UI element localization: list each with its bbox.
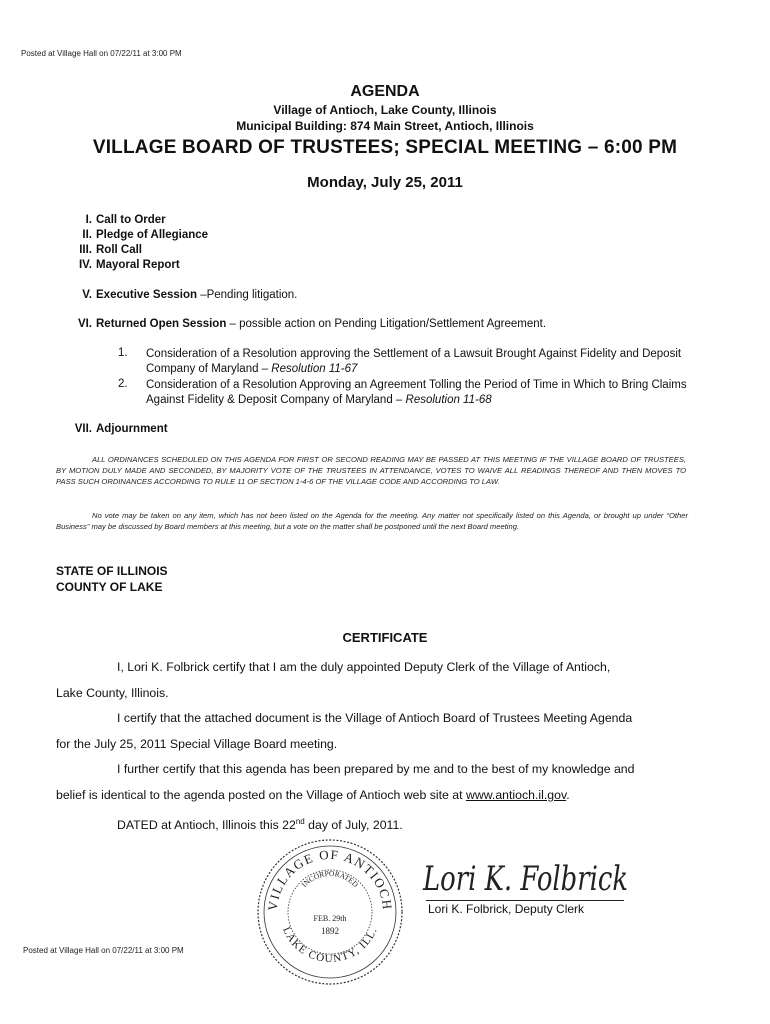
dated-ordinal: nd (295, 816, 305, 826)
agenda-item (56, 214, 166, 226)
jurisdiction (56, 563, 168, 595)
agenda-item-number: I. (85, 214, 92, 226)
agenda-item-number: II. (82, 229, 92, 241)
certificate-line: I further certify that this agenda has been prepared by me and to the best of my knowledge and (117, 762, 635, 777)
agenda-item-number: VI. (77, 318, 92, 330)
agenda-item (56, 318, 546, 330)
municipal-building: Municipal Building: 874 Main Street, Antioch, Illinois (236, 119, 534, 133)
resolution-item-number: 2. (118, 378, 128, 390)
certificate-body (56, 655, 696, 838)
certificate-line: I certify that the attached document is the Village of Antioch Board of Trustees Meeting Agenda (117, 711, 633, 726)
seal-incorporated-text: INCORPORATED (299, 868, 361, 890)
certificate-line: for the July 25, 2011 Special Village Board meeting. (56, 736, 338, 751)
signature-line (426, 900, 624, 901)
signature-script: Lori K. Folbrick (422, 859, 628, 899)
dated-line (56, 809, 696, 839)
agenda-heading: AGENDA (350, 83, 420, 100)
village-seal (255, 837, 405, 987)
agenda-item-number: VII. (74, 423, 92, 435)
agenda-item-number: III. (79, 244, 92, 256)
certificate-line: I, Lori K. Folbrick certify that I am the duly appointed Deputy Clerk of the Village of Antioch, (117, 660, 611, 674)
meeting-date: Monday, July 25, 2011 (307, 174, 463, 191)
dated-text: day of July, 2011. (304, 817, 403, 832)
resolution-item-text (146, 347, 698, 377)
resolution-description: Consideration of a Resolution approving the Settlement of a Lawsuit Brought Against Fidelity and Deposit Company of Maryland – (146, 348, 682, 375)
seal-bottom-text: LAKE COUNTY, ILL. (280, 925, 380, 966)
agenda-item-title: Mayoral Report (96, 259, 180, 271)
dated-text: DATED at Antioch, Illinois this 22 (117, 817, 296, 832)
agenda-item (56, 229, 208, 241)
agenda-item-title: Pledge of Allegiance (96, 229, 209, 241)
posted-notice-top: Posted at Village Hall on 07/22/11 at 3:00 PM (21, 49, 182, 58)
vote-notice: No vote may be taken on any item, which has not been listed on the Agenda for the meeting. Any matter not specifically listed on this Agenda, or brought up under “Other Business” may be discussed by Board members at this meeting, but a vote on the matter shall be postponed until the next Board meeting. (56, 511, 688, 531)
resolution-item-number: 1. (118, 347, 128, 359)
certificate-text: . (566, 787, 570, 802)
agenda-item-title: Returned Open Session (96, 318, 227, 330)
agenda-item-number: IV. (78, 259, 92, 271)
county-line: COUNTY OF LAKE (56, 580, 163, 594)
certificate-title: CERTIFICATE (342, 630, 428, 645)
agenda-item (56, 423, 168, 435)
agenda-item (56, 244, 142, 256)
village-name: Village of Antioch, Lake County, Illinois (273, 103, 497, 117)
resolution-item-text (146, 378, 698, 408)
resolution-description: Consideration of a Resolution Approving an Agreement Tolling the Period of Time in Which to Bring Claims Against Fidelity & Deposit Company of Maryland – (146, 379, 687, 406)
agenda-item-title: Adjournment (96, 423, 168, 435)
certificate-line: Lake County, Illinois. (56, 685, 169, 700)
website-link[interactable]: www.antioch.il.gov (465, 787, 567, 802)
resolution-number: Resolution 11-67 (271, 363, 358, 375)
certificate-line (56, 783, 696, 809)
seal-date-text: FEB. 29th (313, 914, 347, 923)
state-line: STATE OF ILLINOIS (56, 564, 168, 578)
ordinance-notice: ALL ORDINANCES SCHEDULED ON THIS AGENDA FOR FIRST OR SECOND READING MAY BE PASSED AT THIS MEETING IF THE VILLAGE BOARD OF TRUSTEES, BY MOTION DULY MADE AND SECONDED, BY MAJORITY VOTE OF THE TRUSTEES IN ATTENDANCE, VOTES TO WAIVE ALL READINGS THEREOF AND THEN MOVES TO PASS SUCH ORDINANCES ACCORDING TO RULE 11 OF SECTION 1-4-6 OF THE VILLAGE CODE AND ACCORDING TO LAW. (56, 455, 686, 486)
posted-notice-bottom: Posted at Village Hall on 07/22/11 at 3:00 PM (23, 946, 184, 955)
seal-top-text: VILLAGE OF ANTIOCH (264, 846, 396, 912)
agenda-item (56, 289, 297, 301)
agenda-item (56, 259, 180, 271)
seal-year-text: 1892 (321, 926, 339, 936)
resolution-number: Resolution 11-68 (405, 394, 492, 406)
agenda-item-title: Roll Call (96, 244, 143, 256)
agenda-item-title: Call to Order (96, 214, 166, 226)
agenda-item-desc: –Pending litigation. (197, 289, 298, 301)
agenda-item-desc: – possible action on Pending Litigation/Settlement Agreement. (226, 318, 547, 330)
agenda-item-number: V. (82, 289, 92, 301)
agenda-item-title: Executive Session (96, 289, 197, 301)
meeting-title: VILLAGE BOARD OF TRUSTEES; SPECIAL MEETING – 6:00 PM (92, 137, 678, 158)
clerk-signature (415, 842, 640, 902)
signer-name: Lori K. Folbrick, Deputy Clerk (428, 902, 585, 916)
certificate-text: belief is identical to the agenda posted on the Village of Antioch web site at (56, 787, 466, 802)
